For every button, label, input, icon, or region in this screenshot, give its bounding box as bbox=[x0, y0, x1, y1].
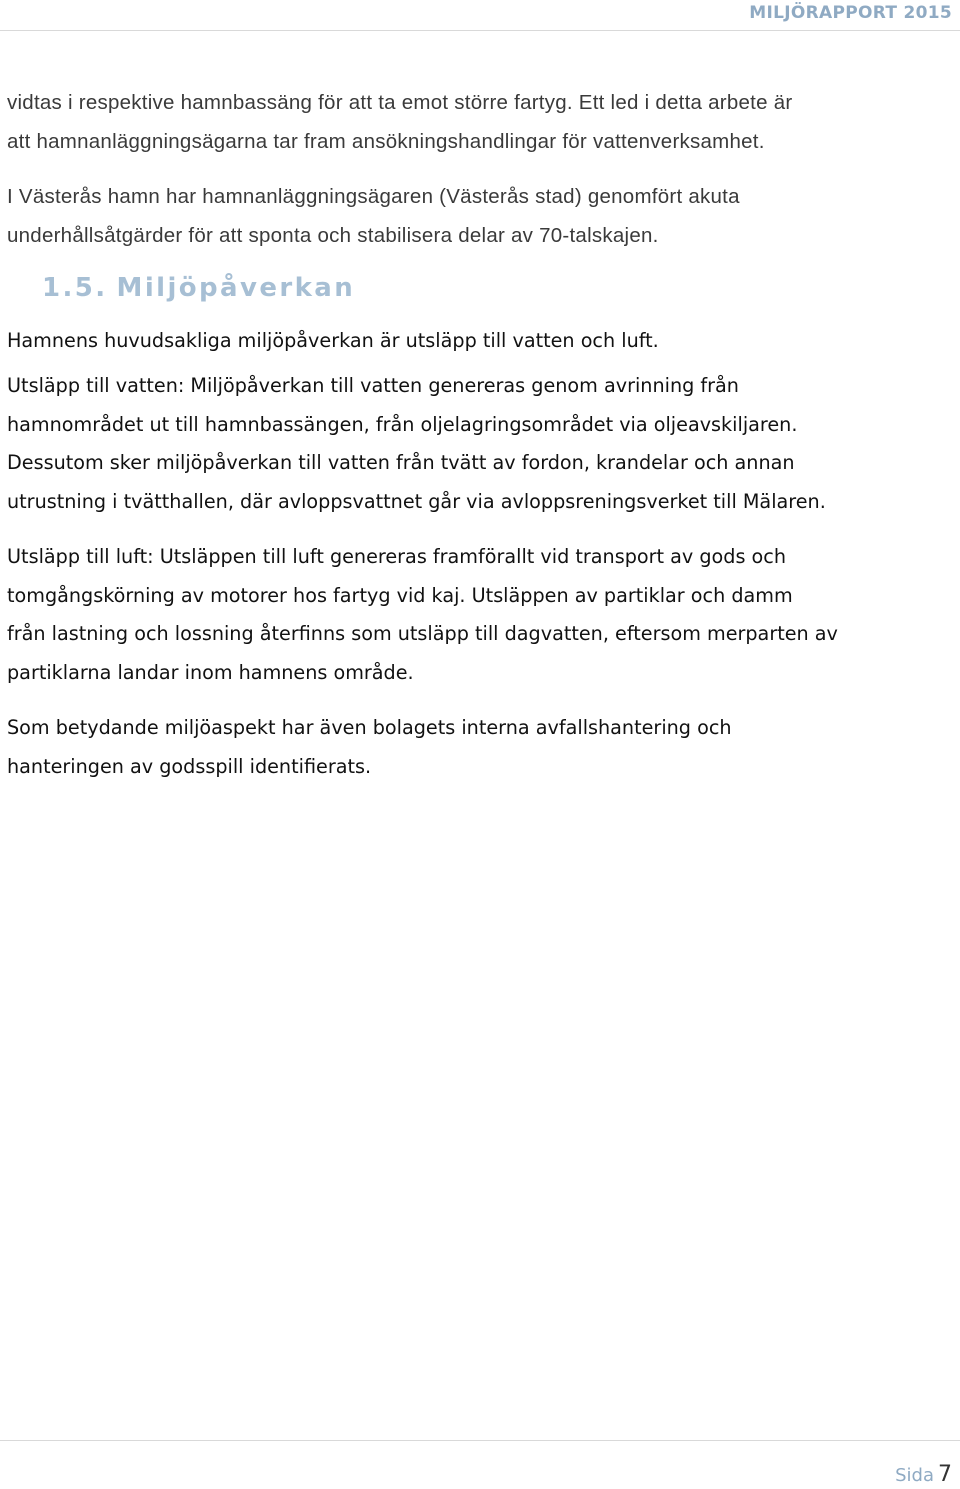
text-line: hanteringen av godsspill identifierats. bbox=[7, 754, 372, 778]
text-line: Som betydande miljöaspekt har även bolagets interna avfallshantering och bbox=[7, 716, 732, 739]
text-line: underhållsåtgärder för att sponta och stabilisera delar av 70-talskajen. bbox=[7, 223, 659, 247]
report-title: MILJÖRAPPORT 2015 bbox=[749, 3, 952, 23]
paragraph-air-emissions bbox=[7, 538, 955, 692]
text-line: från lastning och lossning återfinns som utsläpp till dagvatten, eftersom merparten av bbox=[7, 622, 838, 645]
paragraph-harbour-basin bbox=[7, 84, 955, 161]
section-heading bbox=[7, 273, 955, 329]
text-line: vidtas i respektive hamnbassäng för att ta emot större fartyg. Ett led i detta arbete är bbox=[7, 91, 793, 114]
text-line: Utsläpp till luft: Utsläppen till luft genereras framförallt vid transport av gods och bbox=[7, 545, 787, 568]
text-line: Dessutom sker miljöpåverkan till vatten från tvätt av fordon, krandelar och annan bbox=[7, 451, 795, 474]
page-footer bbox=[0, 1440, 960, 1489]
paragraph-water-emissions bbox=[7, 367, 955, 521]
text-line: I Västerås hamn har hamnanläggningsägaren (Västerås stad) genomfört akuta bbox=[7, 185, 740, 208]
paragraph-waste-handling bbox=[7, 709, 955, 786]
footer-divider bbox=[0, 1440, 960, 1441]
section-number: 1.5. bbox=[42, 273, 108, 303]
header-divider bbox=[0, 30, 960, 31]
section-intro: Hamnens huvudsakliga miljöpåverkan är utsläpp till vatten och luft. bbox=[7, 329, 659, 352]
paragraph-vasteras-harbour bbox=[7, 178, 955, 255]
page-label: Sida bbox=[895, 1465, 934, 1486]
text-line: att hamnanläggningsägarna tar fram ansökningshandlingar för vattenverksamhet. bbox=[7, 129, 765, 153]
text-line: Utsläpp till vatten: Miljöpåverkan till vatten genereras genom avrinning från bbox=[7, 374, 739, 397]
page-number bbox=[895, 1462, 952, 1487]
page-content bbox=[7, 84, 955, 802]
page-header bbox=[0, 0, 960, 32]
text-line: utrustning i tvätthallen, där avloppsvattnet går via avloppsreningsverket till Mälaren. bbox=[7, 489, 826, 513]
text-line: tomgångskörning av motorer hos fartyg vid kaj. Utsläppen av partiklar och damm bbox=[7, 583, 793, 607]
page-number-value: 7 bbox=[938, 1462, 952, 1487]
text-line: partiklarna landar inom hamnens område. bbox=[7, 660, 414, 684]
section-title: Miljöpåverkan bbox=[116, 273, 356, 303]
text-line: hamnområdet ut till hamnbassängen, från oljelagringsområdet via oljeavskiljaren. bbox=[7, 412, 798, 436]
